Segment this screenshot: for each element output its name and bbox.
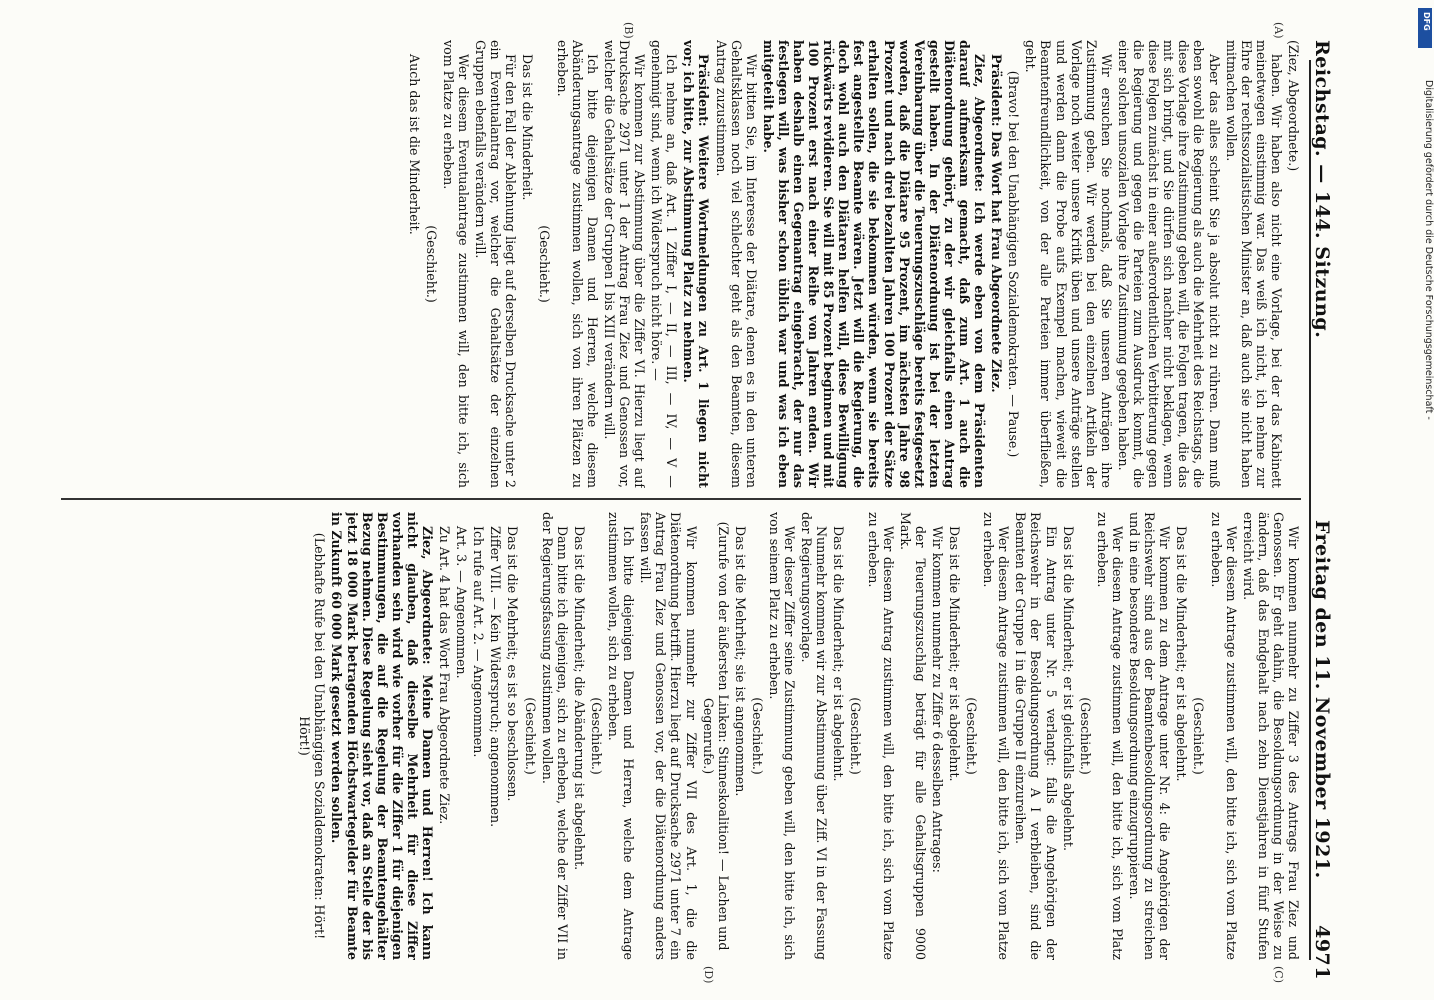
right-column-paragraph: (Geschieht.)	[1077, 697, 1093, 775]
right-column-paragraph: Wir kommen zu dem Antrage unter Nr. 4: die Angehörigen der Reichswehr sind aus der Beamtenbesoldungsordnung zu streichen und in eine besondere Besoldungsordnung einzugruppieren.	[1127, 512, 1173, 960]
right-column-paragraph: (Geschieht.)	[848, 697, 864, 775]
right-column-paragraph: (Zurufe von der äußersten Linken: Stinneskoalition! — Lachen und Gegenrufe.)	[700, 521, 731, 951]
right-column-paragraph: Ein Antrag unter Nr. 5 verlangt: falls die Angehörigen der Reichswehr in der Besoldungsordnung A I verbleiben, sind die Beamten der Gruppe I in die Gruppe II einzureihen.	[1013, 512, 1059, 960]
column-divider	[61, 498, 1301, 500]
right-column-paragraph: (Geschieht.)	[1191, 697, 1207, 775]
right-column-paragraph: Das ist die Minderheit; er ist gleichfalls abgelehnt.	[1060, 526, 1076, 851]
right-column-paragraph: Zu Art. 4 hat das Wort Frau Abgeordnete Ziez.	[437, 526, 453, 825]
right-column-paragraph: Ziffer VIII. — Kein Widerspruch; angenommen.	[488, 526, 504, 828]
rotated-page	[5, 0, 1355, 1000]
left-column-paragraph: (Ziez, Abgeordnete.)	[1286, 40, 1301, 172]
right-column-paragraph: Das ist die Minderheit; er ist abgelehnt.	[831, 526, 847, 782]
header-rule	[1309, 60, 1311, 960]
right-column	[41, 512, 1301, 960]
left-column-paragraph: (Geschieht.)	[423, 225, 439, 303]
right-column-paragraph: Wir kommen nunmehr zur Ziffer VII des Art. 1, die die Diätenordnung betrifft. Hierzu liegt auf Drucksache 2971 unter 7 ein Antrag Frau Ziez und Genossen vor, der die Diätenordnung anders fassen will.	[638, 512, 699, 960]
left-column-paragraph: Ich nehme an, daß Art. 1 Ziffer I, — II, — III, — IV, — V — genehmigt sind, wenn ich Widerspruch nicht höre. —	[649, 40, 680, 488]
right-column-paragraph: Wir kommen nunmehr zu Ziffer 6 desselben Antrages:	[929, 526, 945, 873]
margin-mark-c: (C)	[1272, 966, 1285, 983]
left-column-paragraph: Für den Fall der Ablehnung liegt auf derselben Drucksache unter 2 ein Eventualantrag vor, welcher die Gehaltsätze der einzelnen Gruppen ebenfalls verändern will.	[473, 40, 519, 488]
margin-mark-a: (A)	[1272, 22, 1285, 39]
left-column-paragraph: Wer diesem Eventualantrage zustimmen will, den bitte ich, sich vom Platze zu erheben.	[440, 40, 472, 488]
right-column-paragraph: Wer dieser Ziffer seine Zustimmung geben will, den bitte ich, sich von seinem Platz zu erheben.	[767, 512, 798, 960]
left-column-paragraph: Das ist die Minderheit.	[520, 54, 536, 201]
left-column	[41, 40, 1301, 488]
left-column-paragraph: Wir bitten Sie, im Interesse der Diätare, denen es in den unteren Gehaltsklassen noch viel schlechter geht als den Beamten, diesem Antrag zuzustimmen.	[713, 40, 759, 488]
left-column-paragraph: Präsident: Weitere Wortmeldungen zu Art. 1 liegen nicht vor; ich bitte, zur Abstimmung Platz zu nehmen.	[681, 40, 712, 488]
left-column-paragraph: haben. Wir haben also nicht eine Vorlage, bei der das Kabinett meinetwegen einstimmig war. Das weiß ich nicht, ich nehme zur Ehre der rechtssozialistischen Minister an, daß auch sie nicht haben mitmachen wollen.	[1223, 40, 1284, 488]
right-column-paragraph: (Geschieht.)	[588, 697, 604, 775]
dfg-logo: DFG	[1418, 8, 1432, 48]
left-column-paragraph: Wir ersuchen Sie nochmals, daß Sie unseren Anträgen ihre Zustimmung geben. Wir werden bei den einzelnen Artikeln der Vorlage noch weiter unsere Kritik üben und unsere Anträge stellen und werden dann die Probe aufs Exempel machen, wieweit die Beamtenfreundlichkeit, von der alle Parteien immer überfließen, geht.	[1023, 40, 1114, 488]
digitization-credit: Digitalisierung gefördert durch die Deutsche Forschungsgemeinschaft -	[1423, 80, 1434, 420]
right-column-paragraph: Das ist die Mehrheit; sie ist angenommen.	[732, 526, 748, 797]
left-column-paragraph: Präsident: Das Wort hat Frau Abgeordnete Ziez.	[989, 54, 1005, 393]
right-column-paragraph: Dann bitte ich diejenigen, sich zu erheben, welche der Ziffer VII in der Regierungsfassung zustimmen wollen.	[539, 512, 570, 960]
left-column-paragraph: Ich bitte diejenigen Damen und Herren, welche diesem Abänderungsantrage zustimmen wollen, sich von ihren Plätzen zu erheben.	[554, 40, 600, 488]
left-column-paragraph: Aber das alles scheint Sie ja absolut nicht zu rühren. Dann muß eben sowohl die Regierung als auch die Mehrheit des Reichstags, die diese Vorlage ihre Zustimmung geben will, die Folgen tragen, die das mit sich bringt, und Sie dürfen sich nachher nicht beklagen, wenn diese Folgen zunächst in einer außerordentlichen Verbitterung gegen die Regierung und gegen die Parteien zum Ausdruck kommt, die einer solchen unsozialen Vorlage ihre Zustimmung gegeben haben.	[1115, 40, 1222, 488]
right-column-paragraph: Art. 3. — Angenommen.	[454, 526, 470, 679]
right-column-paragraph: Das ist die Minderheit; er ist abgelehnt.	[1174, 526, 1190, 782]
right-column-paragraph: Wer diesem Antrag zustimmen will, den bitte ich, sich vom Platze zu erheben.	[865, 512, 896, 960]
right-column-paragraph: (Geschieht.)	[964, 697, 980, 775]
right-column-paragraph: Das ist die Mehrheit; es ist so beschlossen.	[505, 526, 521, 802]
right-column-paragraph: Nunmehr kommen wir zur Abstimmung über Ziff. VI in der Fassung der Regierungsvorlage.	[799, 512, 830, 960]
left-column-paragraph: Wir kommen zur Abstimmung über die Ziffer VI. Hierzu liegt auf Drucksache 2971 unter 1 der Antrag Frau Ziez und Genossen vor, welcher die Gehaltsätze der Gruppen I bis XIII verändern will.	[601, 40, 648, 488]
right-column-paragraph: Wer diesem Antrage zustimmen will, den bitte ich, sich vom Platz zu erheben.	[1094, 512, 1125, 960]
right-column-paragraph: Ich bitte diejenigen Damen und Herren, welche dem Antrage zustimmen wollen, sich zu erheben.	[606, 512, 637, 960]
page-number: 4971	[1311, 925, 1333, 980]
margin-mark-d: (D)	[702, 966, 715, 984]
left-column-paragraph: (Bravo! bei den Unabhängigen Sozialdemokraten. — Pause.)	[1006, 70, 1022, 458]
right-column-paragraph: Ziez, Abgeordnete: Meine Damen und Herren! Ich kann nicht glauben, daß dieselbe Mehrheit für diese Ziffer vorhanden sein wird wie vorher für die Ziffer 1 für diejenigen Bestimmungen, die auf die Regelung der Beamtengehälter Bezug nehmen. Diese Regelung sieht vor, daß an Stelle der bis jetzt 18 000 Mark betragenden Höchstwartegelder für Beamte in Zukunft 60 000 Mark gesetzt werden sollen.	[329, 512, 436, 960]
header-left: Reichstag. — 144. Sitzung.	[1311, 40, 1333, 339]
right-column-paragraph: Das ist die Minderheit; die Abänderung ist abgelehnt.	[571, 526, 587, 871]
right-column-paragraph: (Geschieht.)	[522, 697, 538, 775]
right-column-paragraph: Das ist die Minderheit; er ist abgelehnt.	[947, 526, 963, 782]
left-column-paragraph: Auch das ist die Minderheit.	[406, 54, 422, 235]
margin-mark-b: (B)	[622, 22, 635, 39]
right-column-paragraph: Wer diesem Antrage zustimmen will, den bitte ich, sich vom Platze zu erheben.	[1208, 512, 1239, 960]
right-column-paragraph: (Geschieht.)	[749, 697, 765, 775]
left-column-paragraph: Ziez, Abgeordnete: Ich werde eben von dem Präsidenten darauf aufmerksam gemacht, daß zum Art. 1 auch die Diätenordnung gehört, zu der wir gleichfalls einen Antrag gestellt haben. In der Diätenordnung ist bei der letzten Vereinbarung über die Teuerungszuschläge bereits festgesetzt worden, daß die Diätare 95 Prozent, im nächsten Jahre 98 Prozent und nach drei bezahlten Jahren 100 Prozent der Sätze erhalten sollen, die sie bekommen würden, wenn sie bereits fest angestellte Beamte wären. Jetzt will die Regierung, die doch wohl auch den Diätaren helfen will, diese Bewilligung rückwärts revidieren. Sie will mit 85 Prozent beginnen und mit 100 Prozent erst nach einer Reihe von Jahren enden. Wir haben deshalb einen Gegenantrag eingebracht, der nur das festlegen will, was bisher schon üblich war und was ich eben mitgeteilt habe.	[760, 40, 988, 488]
right-column-paragraph: (Lebhafte Rufe bei den Unabhängigen Sozialdemokraten: Hört! Hört!)	[297, 532, 328, 940]
right-column-paragraph: Wer diesem Antrage zustimmen will, den bitte ich, sich vom Platze zu erheben.	[981, 512, 1012, 960]
right-column-paragraph: Wir kommen nunmehr zu Ziffer 3 des Antrags Frau Ziez und Genossen. Er geht dahin, die Besoldungsordnung in der Weise zu ändern, daß das Endgehalt nach zehn Dienstjahren in fünf Stufen erreicht wird.	[1240, 512, 1301, 960]
right-column-paragraph: der Teuerungszuschlag beträgt für alle Gehaltsgruppen 9000 Mark.	[897, 512, 928, 960]
header-date: Freitag den 11. November 1921.	[1311, 520, 1333, 879]
right-column-paragraph: Ich rufe auf Art. 2. — Angenommen.	[471, 526, 487, 758]
left-column-paragraph: (Geschieht.)	[537, 225, 553, 303]
